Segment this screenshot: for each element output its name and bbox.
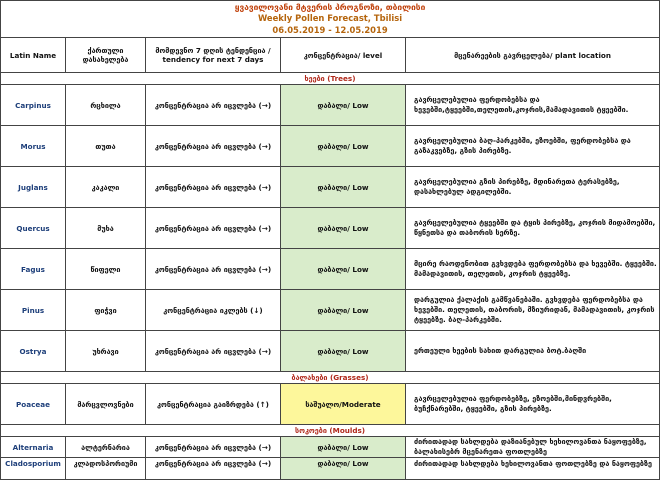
section-label-georgian: ბალახები [291,373,328,382]
latin-name-cell: Ostrya [1,331,66,372]
header-local-name: ქართული დასახელება [66,38,146,73]
latin-name-cell: Carpinus [1,85,66,126]
plant-location-cell: გავრცელებულია ფერდობებსა და ხევებში,ტყეებში,თელეთის,კოჯრის,მამადავითის ტყეებში. [406,85,660,126]
level-cell: დაბალი/ Low [281,208,406,249]
section-row [1,372,660,384]
tendency-cell: კონცენტრაცია არ იცვლება (→) [146,85,281,126]
table-row [1,290,660,331]
title-georgian: ყვავილოვანი მტვერის პროგნოზი, თბილისი [234,1,426,12]
latin-name-cell: Fagus [1,249,66,290]
table-row [1,85,660,126]
local-name-cell: მუხა [66,208,146,249]
plant-location-cell: გავრცელებულია ფერდობებზე, ეზოებში,მინდვრებში, ბუჩქნარებში, ტყეებში, გზის პირებზე. [406,384,660,425]
plant-location-cell: ერთეული ხეების სახით დარგულია ბოტ.ბაღში [406,331,660,372]
tendency-cell: კონცენტრაცია არ იცვლება (→) [146,458,281,480]
title-row [1,1,660,38]
level-cell: დაბალი/ Low [281,167,406,208]
latin-name-cell: Morus [1,126,66,167]
section-header [1,425,660,437]
local-name-cell: ფიჭვი [66,290,146,331]
local-name-cell: მარცვლოვნები [66,384,146,425]
table-row [1,331,660,372]
latin-name-cell: Poaceae [1,384,66,425]
latin-name-cell: Cladosporium [1,458,66,480]
plant-location-cell: გავრცელებულია ბაღ-პარკებში, ეზოებში, ფერდობებსა და გაზაკვებზე, გზის პირებზე. [406,126,660,167]
section-label-english: (Trees) [327,74,356,83]
level-cell: დაბალი/ Low [281,331,406,372]
table-row [1,384,660,425]
section-label-english: (Moulds) [329,426,366,435]
section-header [1,372,660,384]
header-latin-name: Latin Name [1,38,66,73]
tendency-cell: კონცენტრაცია გაიზრდება (↑) [146,384,281,425]
plant-location-cell: ძირითადად სახლდება ხეხილოვანთა ფოთლებზე და ნაყოფებზე [406,458,660,480]
latin-name-cell: Alternaria [1,437,66,458]
level-cell: საშუალო/Moderate [281,384,406,425]
section-row [1,73,660,85]
section-label-georgian: ხეები [304,74,325,83]
table-row [1,167,660,208]
section-label-georgian: სოკოები [295,426,327,435]
section-label-english: (Grasses) [329,373,369,382]
plant-location-cell: ძირითადად სახლდება დაზიანებულ ხეხილოვანთა ნაყოფებზე, ბალახისებრ მცენარეთა ფოთლებზე [406,437,660,458]
title-english: Weekly Pollen Forecast, Tbilisi [257,13,403,24]
section-header [1,73,660,85]
local-name-cell: წიფელი [66,249,146,290]
header-plant-location: მცენარეების გავრცელება/ plant location [406,38,660,73]
level-cell: დაბალი/ Low [281,437,406,458]
date-range: 06.05.2019 - 12.05.2019 [272,24,388,35]
plant-location-cell: გავრცელებულია გზის პირებზე, მდინარეთა ტერასებზე, დასახლებულ ადგილებში. [406,167,660,208]
level-cell: დაბალი/ Low [281,249,406,290]
latin-name-cell: Juglans [1,167,66,208]
header-level: კონცენტრაცია/ level [281,38,406,73]
local-name-cell: რცხილა [66,85,146,126]
plant-location-cell: გავრცელებულია ტყეებში და ტყის პირებზე, კოჯრის მიდამოებში, წყნეთსა და თაბორის სერზე. [406,208,660,249]
section-row [1,425,660,437]
table-row [1,126,660,167]
header-tendency: მომდევნო 7 დღის ტენდენცია / tendency for next 7 days [146,38,281,73]
table-row [1,208,660,249]
level-cell: დაბალი/ Low [281,85,406,126]
tendency-cell: კონცენტრაცია არ იცვლება (→) [146,126,281,167]
tendency-cell: კონცენტრაცია იკლებს (↓) [146,290,281,331]
level-cell: დაბალი/ Low [281,290,406,331]
table-row [1,437,660,458]
level-cell: დაბალი/ Low [281,126,406,167]
tendency-cell: კონცენტრაცია არ იცვლება (→) [146,249,281,290]
plant-location-cell: მცირე რაოდენობით გვხვდება ფერდობებსა და ხევებში. ტყეებში. მამადავითის, თელეთის, კოჯრის ტყეებზე. [406,249,660,290]
header-row [1,38,660,73]
tendency-cell: კონცენტრაცია არ იცვლება (→) [146,167,281,208]
level-cell: დაბალი/ Low [281,458,406,480]
local-name-cell: ალტერნარია [66,437,146,458]
local-name-cell: კაკალი [66,167,146,208]
tendency-cell: კონცენტრაცია არ იცვლება (→) [146,437,281,458]
tendency-cell: კონცენტრაცია არ იცვლება (→) [146,331,281,372]
latin-name-cell: Pinus [1,290,66,331]
latin-name-cell: Quercus [1,208,66,249]
local-name-cell: კლადოსპორიუმი [66,458,146,480]
tendency-cell: კონცენტრაცია არ იცვლება (→) [146,208,281,249]
local-name-cell: უხრავი [66,331,146,372]
local-name-cell: თუთა [66,126,146,167]
plant-location-cell: დარგულია ქალაქის გამწვანებაში. გვხვდება ფერდობებსა და ხევებში. თელეთის, თაბორის, მზიურიდან, მამადავითის, კოჯრის ტყეებზე. ბაღ-პარკებში. [406,290,660,331]
table-row [1,249,660,290]
table-row [1,458,660,480]
